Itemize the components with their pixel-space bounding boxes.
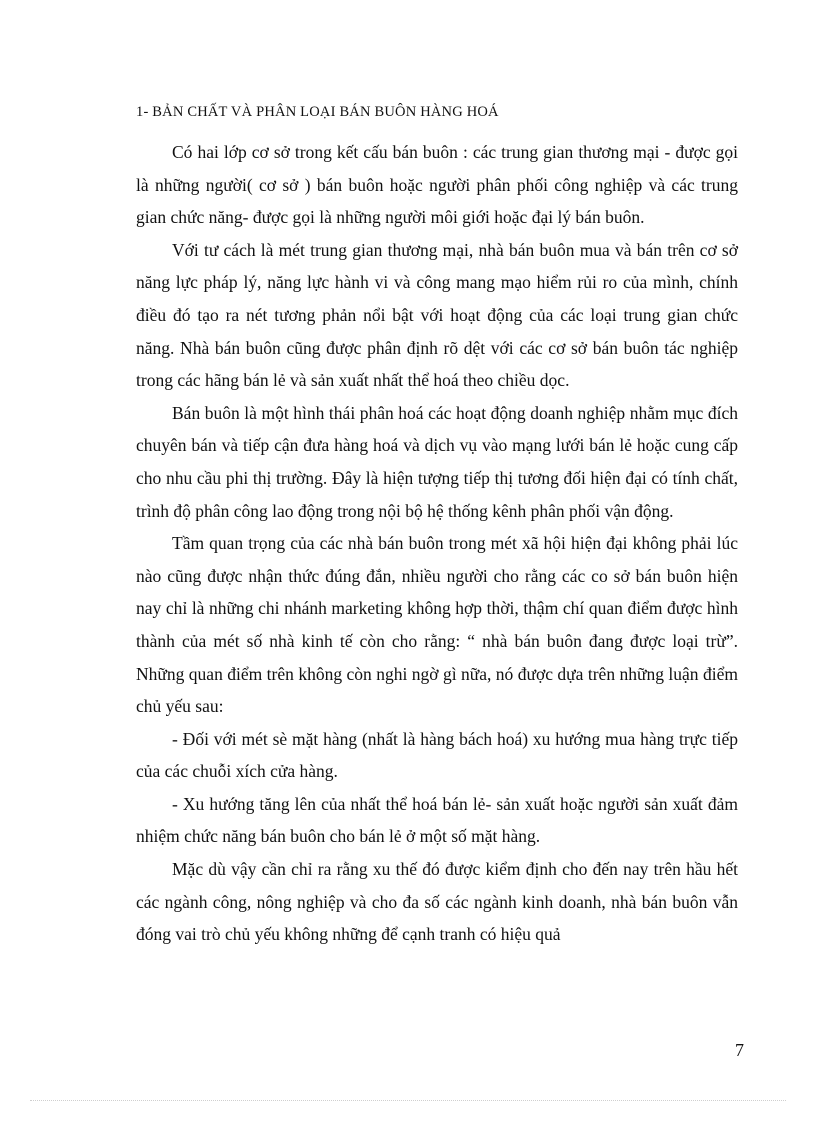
paragraph: Tầm quan trọng của các nhà bán buôn trong mét xã hội hiện đại không phải lúc nào cũng được nhận thức đúng đắn, nhiều người cho rằng các co sở bán buôn hiện nay chỉ là những chi nhánh marketing không hợp thời, thậm chí quan điểm được hình thành của mét số nhà kinh tế còn cho rằng: “ nhà bán buôn đang được loại trừ”. Những quan điểm trên không còn nghi ngờ gì nữa, nó được dựa trên những luận điểm chủ yếu sau: [136,533,738,717]
bullet-paragraph: - Đối với mét sè mặt hàng (nhất là hàng bách hoá) xu hướng mua hàng trực tiếp của các chuỗi xích cửa hàng. [136,728,738,782]
paragraph: Bán buôn là một hình thái phân hoá các hoạt động doanh nghiệp nhằm mục đích chuyên bán và tiếp cận đưa hàng hoá và dịch vụ vào mạng lưới bán lẻ hoặc cung cấp cho nhu cầu phi thị trường. Đây là hiện tượng tiếp thị tương đối hiện đại có tính chất, trình độ phân công lao động trong nội bộ hệ thống kênh phân phối vận động. [136,402,738,521]
bullet-paragraph: - Xu hướng tăng lên của nhất thể hoá bán lẻ- sản xuất hoặc người sản xuất đảm nhiệm chức năng bán buôn cho bán lẻ ở một số mặt hàng. [136,793,738,847]
paragraph: Mặc dù vậy cần chỉ ra rằng xu thế đó được kiểm định cho đến nay trên hầu hết các ngành công, nông nghiệp và cho đa số các ngành kinh doanh, nhà bán buôn vẫn đóng vai trò chủ yếu không những để cạnh tranh có hiệu quả [136,859,738,945]
paragraph: Có hai lớp cơ sở trong kết cấu bán buôn : các trung gian thương mại - được gọi là những người( cơ sở ) bán buôn hoặc người phân phối công nghiệp và các trung gian chức năng- được gọi là những người môi giới hoặc đại lý bán buôn. [136,142,738,228]
body-text [136,136,738,951]
section-heading: 1- BẢN CHẤT VÀ PHÂN LOẠI BÁN BUÔN HÀNG HOÁ [136,104,499,120]
footer-divider [30,1100,786,1101]
paragraph: Với tư cách là mét trung gian thương mại, nhà bán buôn mua và bán trên cơ sở năng lực pháp lý, năng lực hành vi và công mang mạo hiểm rủi ro của mình, chính điều đó tạo ra nét tương phản nổi bật với hoạt động của các loại trung gian chức năng. Nhà bán buôn cũng được phân định rõ dệt với các cơ sở bán buôn tác nghiệp trong các hãng bán lẻ và sản xuất nhất thể hoá theo chiều dọc. [136,239,738,391]
page-number: 7 [735,1040,744,1060]
